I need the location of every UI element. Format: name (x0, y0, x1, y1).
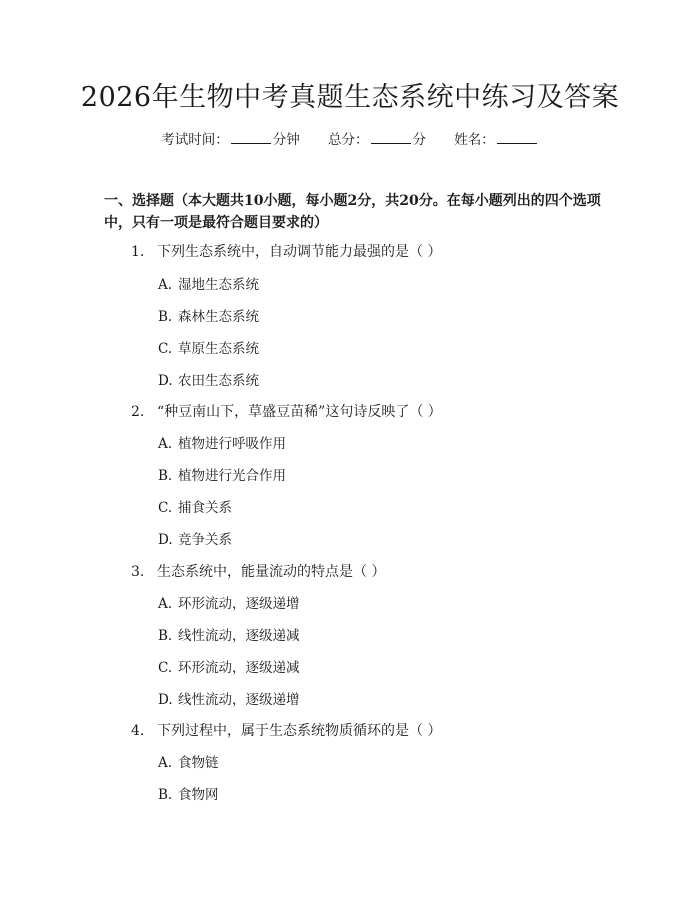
question-number: 1. (131, 244, 145, 260)
option-text: 农田生态系统 (178, 373, 259, 389)
option-3d (158, 690, 300, 710)
option-letter: B. (158, 787, 173, 803)
student-name-blank (497, 131, 537, 144)
document-title: 2026年生物中考真题生态系统中练习及答案 (80, 82, 620, 113)
question-text: 生态系统中，能量流动的特点是（ ） (157, 564, 386, 580)
option-letter: A. (158, 277, 173, 293)
option-3b (158, 626, 300, 646)
option-3c (158, 658, 300, 678)
section-heading: 一、选择题（本大题共10小题，每小题2分，共20分。在每小题列出的四个选项中，只有一项是最符合题目要求的） (104, 193, 601, 231)
option-1b (158, 307, 259, 327)
option-text: 食物网 (178, 787, 219, 803)
total-score-blank (371, 131, 411, 144)
option-letter: C. (158, 500, 173, 516)
option-2b (158, 466, 286, 486)
option-1d (158, 371, 259, 391)
option-text: 植物进行呼吸作用 (178, 436, 286, 452)
question-2 (131, 402, 442, 422)
option-2a (158, 434, 286, 454)
exam-time-label: 考试时间： (161, 132, 229, 148)
question-3 (131, 562, 385, 582)
option-2d (158, 530, 232, 550)
option-text: 竞争关系 (178, 532, 232, 548)
option-letter: C. (158, 660, 173, 676)
question-1 (131, 242, 441, 262)
option-letter: A. (158, 436, 173, 452)
total-score (328, 130, 426, 150)
option-letter: D. (158, 373, 173, 389)
option-letter: C. (158, 341, 173, 357)
option-1c (158, 339, 259, 359)
exam-info-line (0, 130, 700, 150)
option-text: 森林生态系统 (178, 309, 259, 325)
option-1a (158, 275, 259, 295)
student-name-label: 姓名： (454, 132, 495, 148)
option-3a (158, 594, 300, 614)
option-letter: D. (158, 532, 173, 548)
exam-time-blank (231, 131, 271, 144)
total-score-unit: 分 (412, 132, 426, 148)
option-4a (158, 753, 219, 773)
option-letter: A. (158, 755, 173, 771)
option-4b (158, 785, 219, 805)
question-text: “种豆南山下，草盛豆苗稀”这句诗反映了（ ） (157, 404, 442, 420)
option-text: 植物进行光合作用 (178, 468, 286, 484)
option-text: 线性流动，逐级递减 (178, 628, 300, 644)
option-letter: B. (158, 628, 173, 644)
exam-time (161, 130, 300, 150)
question-number: 3. (131, 564, 145, 580)
option-2c (158, 498, 232, 518)
question-number: 2. (131, 404, 145, 420)
option-text: 线性流动，逐级递增 (178, 692, 300, 708)
total-score-label: 总分： (328, 132, 369, 148)
exam-time-unit: 分钟 (272, 132, 300, 148)
question-number: 4. (131, 723, 145, 739)
option-text: 捕食关系 (178, 500, 232, 516)
option-letter: A. (158, 596, 173, 612)
option-letter: B. (158, 468, 173, 484)
option-text: 湿地生态系统 (178, 277, 259, 293)
option-letter: B. (158, 309, 173, 325)
option-text: 草原生态系统 (178, 341, 259, 357)
option-text: 环形流动，逐级递增 (178, 596, 300, 612)
question-text: 下列生态系统中，自动调节能力最强的是（ ） (157, 244, 442, 260)
question-4 (131, 721, 441, 741)
option-text: 食物链 (178, 755, 219, 771)
option-text: 环形流动，逐级递减 (178, 660, 300, 676)
student-name (454, 130, 539, 150)
option-letter: D. (158, 692, 173, 708)
question-text: 下列过程中，属于生态系统物质循环的是（ ） (157, 723, 442, 739)
